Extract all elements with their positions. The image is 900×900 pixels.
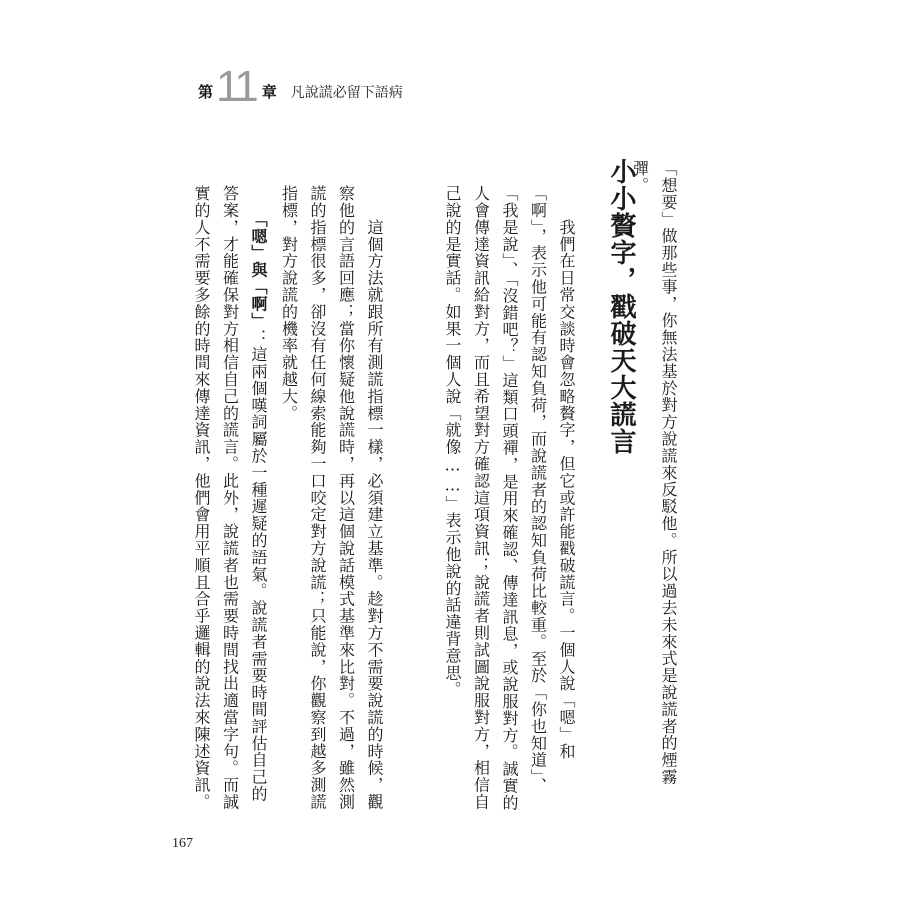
paragraph-2: 這個方法就跟所有測謊指標一樣，必須建立基準。趁對方不需要說謊的時候，觀察他的言語回應；當你懷疑他說謊時，再以這個說話模式基準來比對。不過，雖然測謊的指標很多，卻沒有任何線索能夠一口咬定對方說謊；只能說，你觀察到越多測謊指標，對方說謊的機率就越大。 xyxy=(279,185,384,811)
chapter-title: 凡說謊必留下語病 xyxy=(290,85,403,101)
chapter-number: 11 xyxy=(216,62,256,111)
section-heading: 小小贅字，戳破天大謊言 xyxy=(606,158,636,455)
running-header xyxy=(198,62,403,111)
page-number: 167 xyxy=(172,836,193,851)
paragraph-1: 我們在日常交談時會忽略贅字，但它或許能戳破謊言。一個人說「嗯」和「啊」，表示他可能有認知負荷，而說謊者的認知負荷比較重。至於「你也知道」、「我是說」、「沒錯吧？」這類口頭禪，是用來確認、傳達訊息，或說服對方。誠實的人會傳達資訊給對方，而且希望對方確認這項資訊；說謊者則試圖說服對方，相信自己說的是實話。如果一個人說「就像……」表示他說的話違背意思。 xyxy=(443,185,576,812)
chapter-suffix: 章 xyxy=(261,83,277,101)
paragraph-3-lead: 「嗯」與「啊」 xyxy=(249,218,268,330)
intro-paragraph: 「想要」做那些事，你無法基於對方說謊來反駁他。所以過去未來式是說謊者的煙霧彈。 xyxy=(630,160,678,786)
paragraph-3-text: ：這兩個嘆詞屬於一種遲疑的語氣。說謊者需要時間評估自己的答案，才能確保對方相信自己的謊言。此外，說謊者也需要時間找出適當字句。而誠實的人不需要多餘的時間來傳達資訊，他們會用平順且合乎邏輯的說法來陳述資訊。 xyxy=(192,185,268,811)
paragraph-3 xyxy=(187,185,273,815)
chapter-prefix: 第 xyxy=(198,83,214,101)
